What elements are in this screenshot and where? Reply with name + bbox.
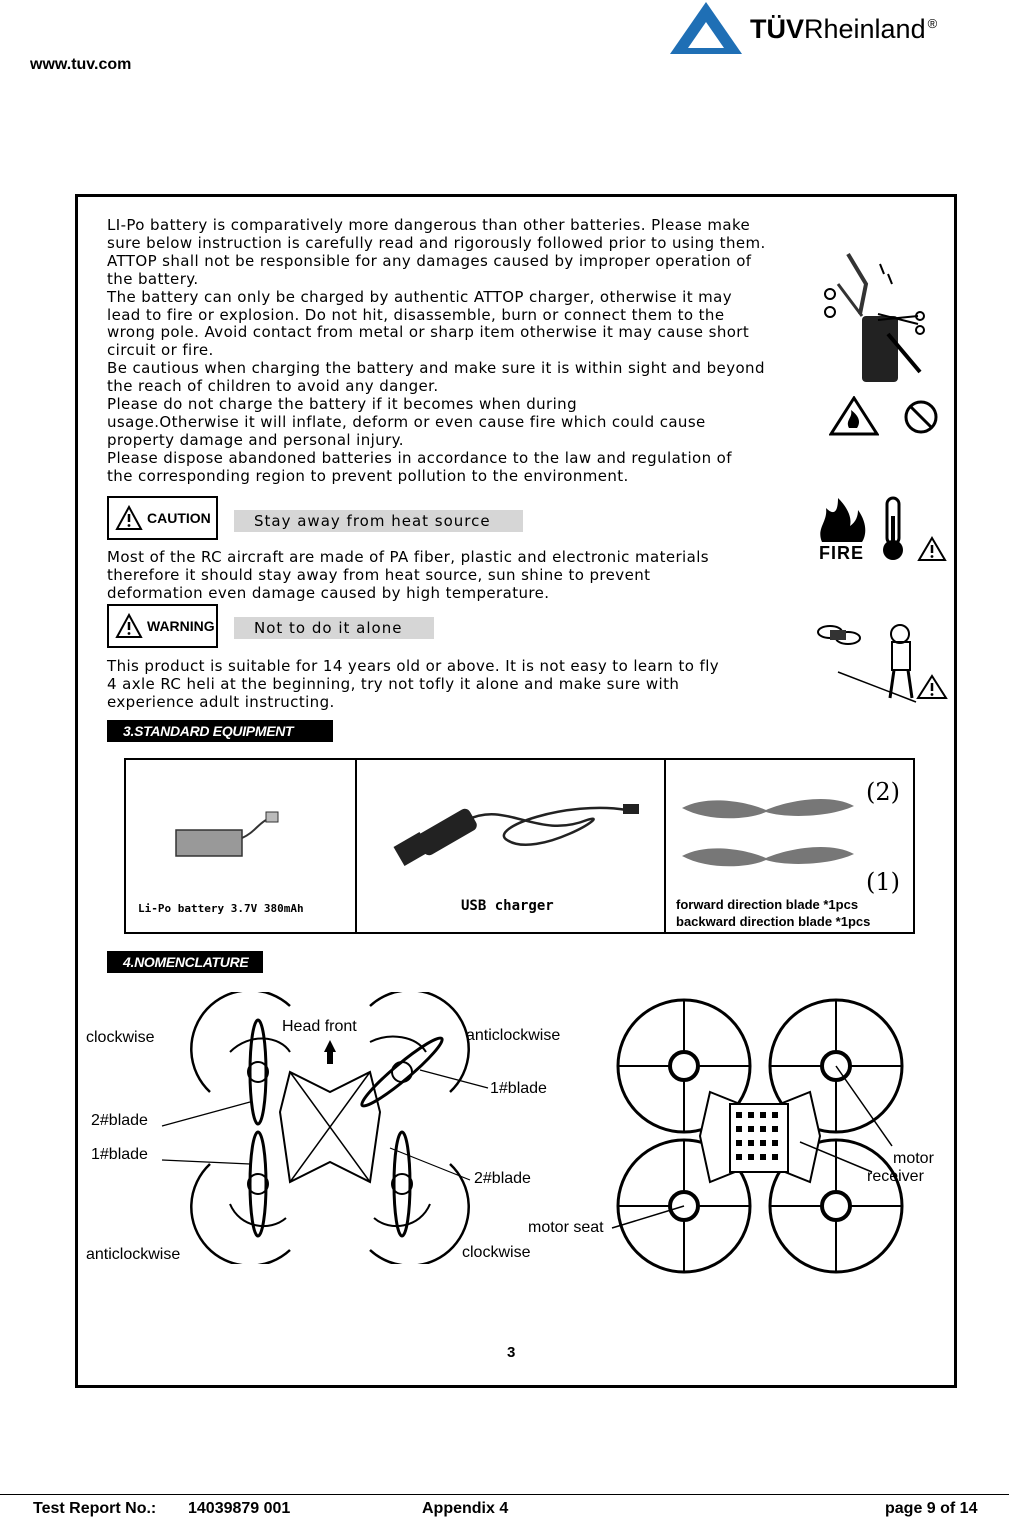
intro-line: Be cautious when charging the battery and make sure it is within sight and beyond	[107, 359, 765, 378]
warning-line: experience adult instructing.	[107, 693, 335, 711]
equipment-table	[124, 758, 915, 934]
prohibited-icon	[902, 398, 940, 436]
blade-marker-1: (1)	[866, 868, 900, 896]
intro-line: the reach of children to avoid any danger.	[107, 377, 439, 396]
warning-badge	[107, 604, 218, 648]
nomenclature-leader-lines	[150, 1040, 520, 1200]
intro-line: ATTOP shall not be responsible for any damages caused by improper operation of	[107, 251, 752, 270]
manual-page-number: 3	[507, 1344, 516, 1361]
intro-line: LI-Po battery is comparatively more dangerous than other batteries. Please make	[107, 216, 751, 234]
label-2-blade-left: 2#blade	[91, 1112, 148, 1129]
intro-line: lead to fire or explosion. Do not hit, disassemble, burn or connect them to the	[107, 305, 725, 324]
charger-cell	[357, 760, 666, 932]
intro-line: usage.Otherwise it will inflate, deform or even cause fire which could cause	[107, 412, 706, 431]
brand-logo-text	[750, 14, 937, 45]
intro-line: The battery can only be charged by authentic ATTOP charger, otherwise it may	[107, 287, 733, 306]
label-anticlockwise-bottom: anticlockwise	[86, 1246, 181, 1263]
warning-line: 4 axle RC heli at the beginning, try not tofly it alone and make sure with	[107, 675, 680, 693]
label-motor: motor	[893, 1150, 934, 1167]
warning-triangle-icon	[917, 536, 947, 562]
warning-title: Not to do it alone	[234, 617, 434, 639]
label-1-blade-right: 1#blade	[490, 1080, 547, 1097]
caution-triangle-icon	[115, 505, 143, 531]
intro-line: Please dispose abandoned batteries in accordance to the law and regulation of	[107, 448, 732, 467]
caution-line: Most of the RC aircraft are made of PA fiber, plastic and electronic materials	[107, 548, 709, 566]
warning-text	[107, 657, 807, 711]
caution-title: Stay away from heat source	[234, 510, 523, 532]
battery-hazard-illustration-icon	[818, 244, 928, 384]
warning-line: This product is suitable for 14 years old or above. It is not easy to learn to fly	[107, 657, 720, 675]
appendix-label: Appendix 4	[422, 1500, 509, 1517]
intro-line: the corresponding region to prevent pollution to the environment.	[107, 466, 629, 485]
label-receiver: receiver	[867, 1168, 924, 1185]
caution-line: therefore it should stay away from heat source, sun shine to prevent	[107, 566, 651, 584]
registered-mark: ®	[927, 16, 938, 31]
flammable-warning-icon	[829, 396, 879, 436]
brand-regular: Rheinland	[804, 14, 926, 44]
fire-label: FIRE	[819, 543, 865, 563]
caution-badge	[107, 496, 218, 540]
battery-image-icon	[172, 810, 282, 860]
battery-warning-text	[107, 217, 837, 486]
caution-text	[107, 548, 807, 602]
site-url: www.tuv.com	[30, 56, 132, 73]
charger-caption: USB charger	[461, 898, 554, 914]
battery-caption: Li-Po battery 3.7V 380mAh	[138, 902, 304, 915]
blades-cell	[666, 760, 913, 932]
propeller-blades-image-icon	[678, 794, 858, 874]
battery-cell	[126, 760, 357, 932]
standard-equipment-heading: 3.STANDARD EQUIPMENT	[107, 720, 333, 742]
intro-line: sure below instruction is carefully read and rigorously followed prior to using them.	[107, 233, 766, 252]
nomenclature-heading: 4.NOMENCLATURE	[107, 951, 263, 973]
label-head-front: Head front	[282, 1018, 357, 1035]
warning-badge-triangle-icon	[115, 613, 143, 639]
usb-charger-image-icon	[387, 780, 647, 880]
footer-divider	[0, 1494, 1009, 1495]
label-motor-seat: motor seat	[528, 1219, 604, 1236]
report-number-label: Test Report No.:	[33, 1500, 157, 1517]
label-1-blade-left: 1#blade	[91, 1146, 148, 1163]
intro-line: wrong pole. Avoid contact from metal or sharp item otherwise it may cause short	[107, 323, 750, 342]
label-clockwise-top: clockwise	[86, 1029, 155, 1046]
report-number: 14039879 001	[188, 1500, 291, 1517]
warning-badge-label: WARNING	[147, 618, 215, 634]
label-clockwise-bottom: clockwise	[462, 1244, 531, 1261]
drone-bottom-view-diagram-icon	[600, 992, 930, 1282]
intro-line: Please do not charge the battery if it becomes when during	[107, 395, 578, 414]
brand-bold: TÜV	[750, 14, 804, 44]
blade-marker-2: (2)	[866, 778, 900, 806]
blade-caption-backward: backward direction blade *1pcs	[676, 914, 871, 929]
thermometer-icon	[876, 494, 910, 564]
label-2-blade-right: 2#blade	[474, 1170, 531, 1187]
blade-caption-forward: forward direction blade *1pcs	[676, 897, 859, 912]
label-anticlockwise-top: anticlockwise	[466, 1027, 561, 1044]
intro-line: property damage and personal injury.	[107, 430, 404, 449]
intro-line: the battery.	[107, 269, 199, 288]
page-indicator: page 9 of 14	[885, 1500, 978, 1517]
intro-line: circuit or fire.	[107, 341, 214, 360]
caution-line: deformation even damage caused by high temperature.	[107, 584, 550, 602]
child-flying-drone-illustration-icon	[808, 612, 948, 704]
caution-badge-label: CAUTION	[147, 510, 211, 526]
